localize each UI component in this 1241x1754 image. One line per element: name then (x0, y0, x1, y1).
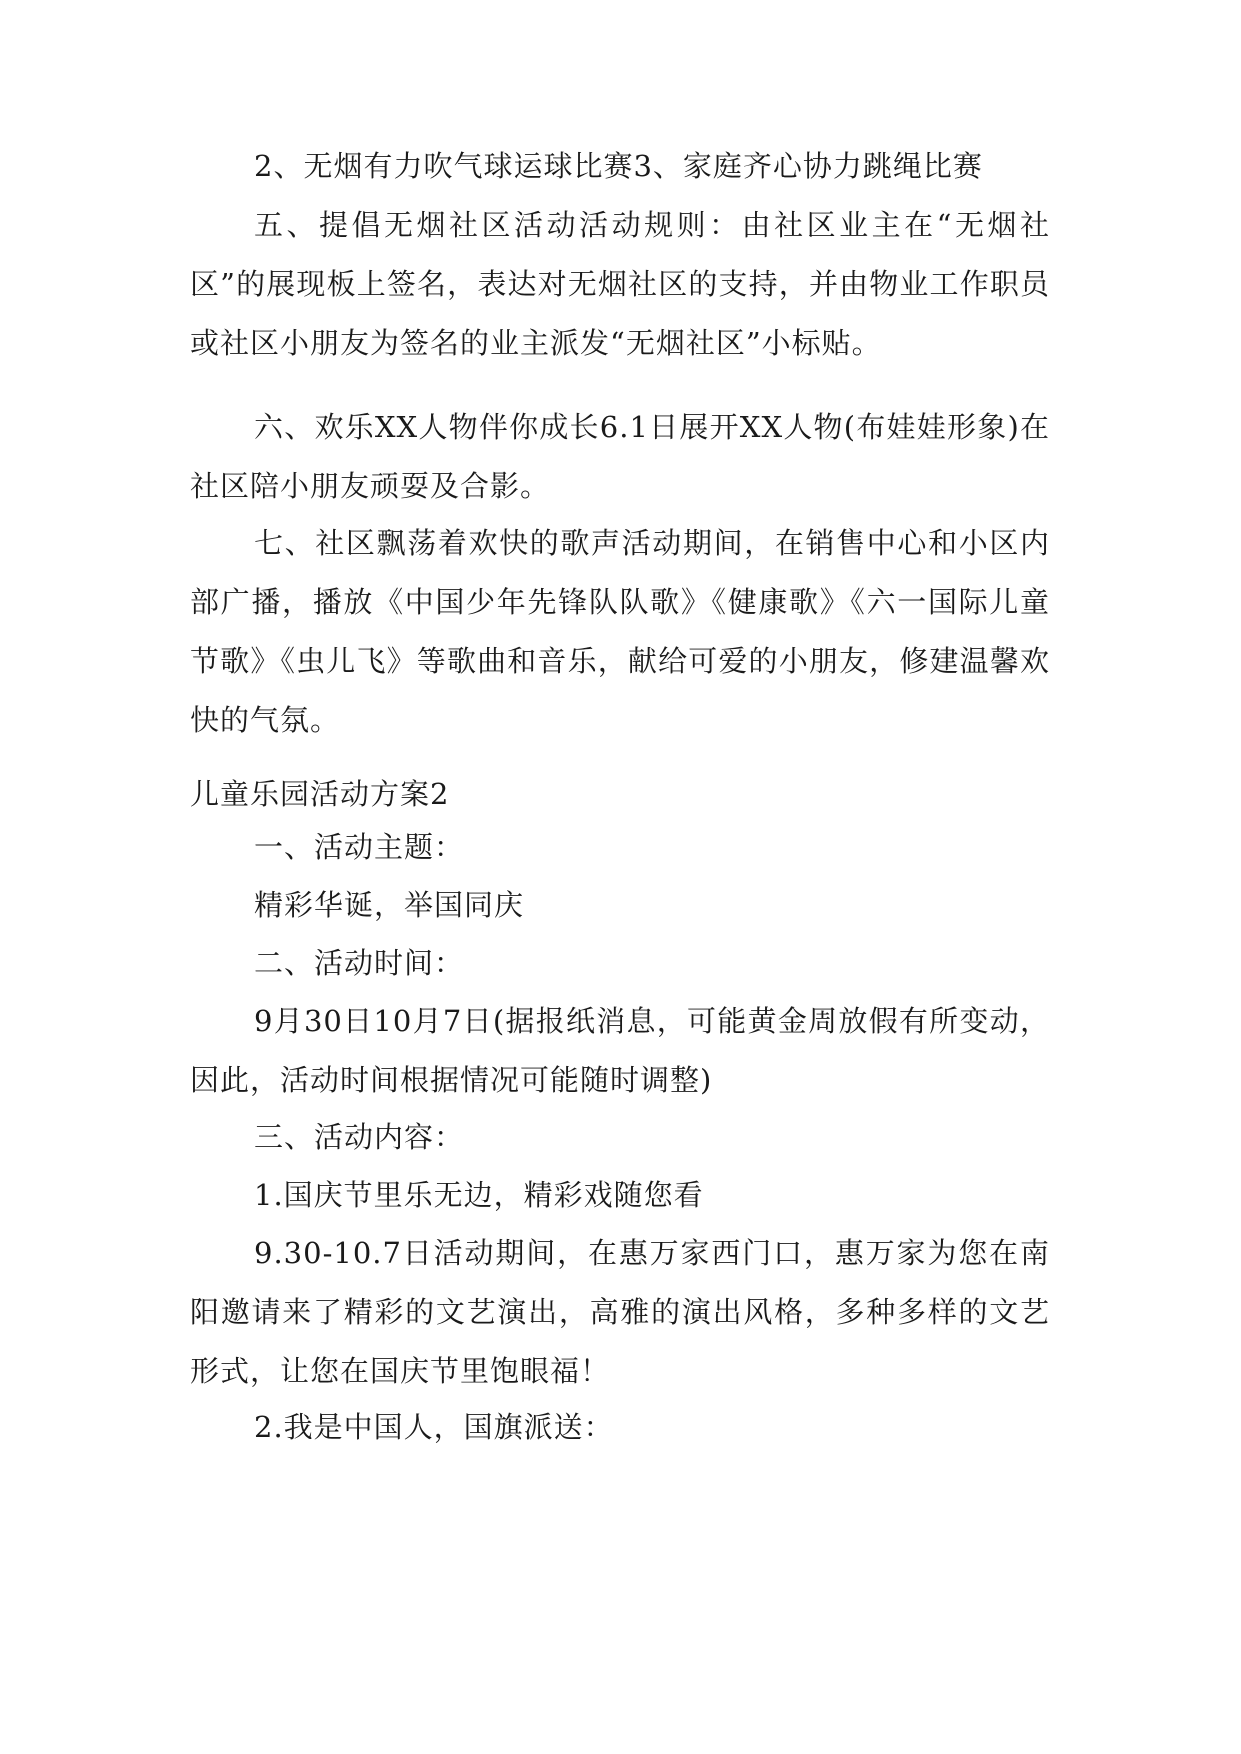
item-time-heading: 二、活动时间： (254, 946, 465, 980)
item-content-heading: 三、活动内容： (254, 1120, 465, 1154)
paragraph-section-7: 七、社区飘荡着欢快的歌声活动期间，在销售中心和小区内部广播，播放《中国少年先锋队队歌》《健康歌》《六一国际儿童节歌》《虫儿飞》等歌曲和音乐，献给可爱的小朋友，修建温馨欢快的气氛。 (190, 526, 1050, 737)
item-content-1: 1.国庆节里乐无边，精彩戏随您看 (254, 1178, 704, 1212)
paragraph-section-6: 六、欢乐XX人物伴你成长6.1日展开XX人物(布娃娃形象)在社区陪小朋友顽耍及合影。 (190, 410, 1050, 503)
item-content-1-detail: 9.30-10.7日活动期间，在惠万家西门口，惠万家为您在南阳邀请来了精彩的文艺演出，高雅的演出风格，多种多样的文艺形式，让您在国庆节里饱眼福！ (190, 1236, 1050, 1388)
item-content-2: 2.我是中国人，国旗派送： (254, 1410, 614, 1444)
paragraph-section-5: 五、提倡无烟社区活动活动规则：由社区业主在“无烟社区”的展现板上签名，表达对无烟社区的支持，并由物业工作职员或社区小朋友为签名的业主派发“无烟社区”小标贴。 (190, 208, 1050, 360)
paragraph-item-2-3: 2、无烟有力吹气球运球比赛3、家庭齐心协力跳绳比赛 (254, 149, 983, 183)
item-theme-heading: 一、活动主题： (254, 830, 465, 864)
section-title: 儿童乐园活动方案2 (190, 777, 450, 811)
item-theme-text: 精彩华诞，举国同庆 (254, 888, 525, 922)
item-time-text: 9月30日10月7日(据报纸消息，可能黄金周放假有所变动，因此，活动时间根据情况可能随时调整) (190, 1004, 1050, 1097)
